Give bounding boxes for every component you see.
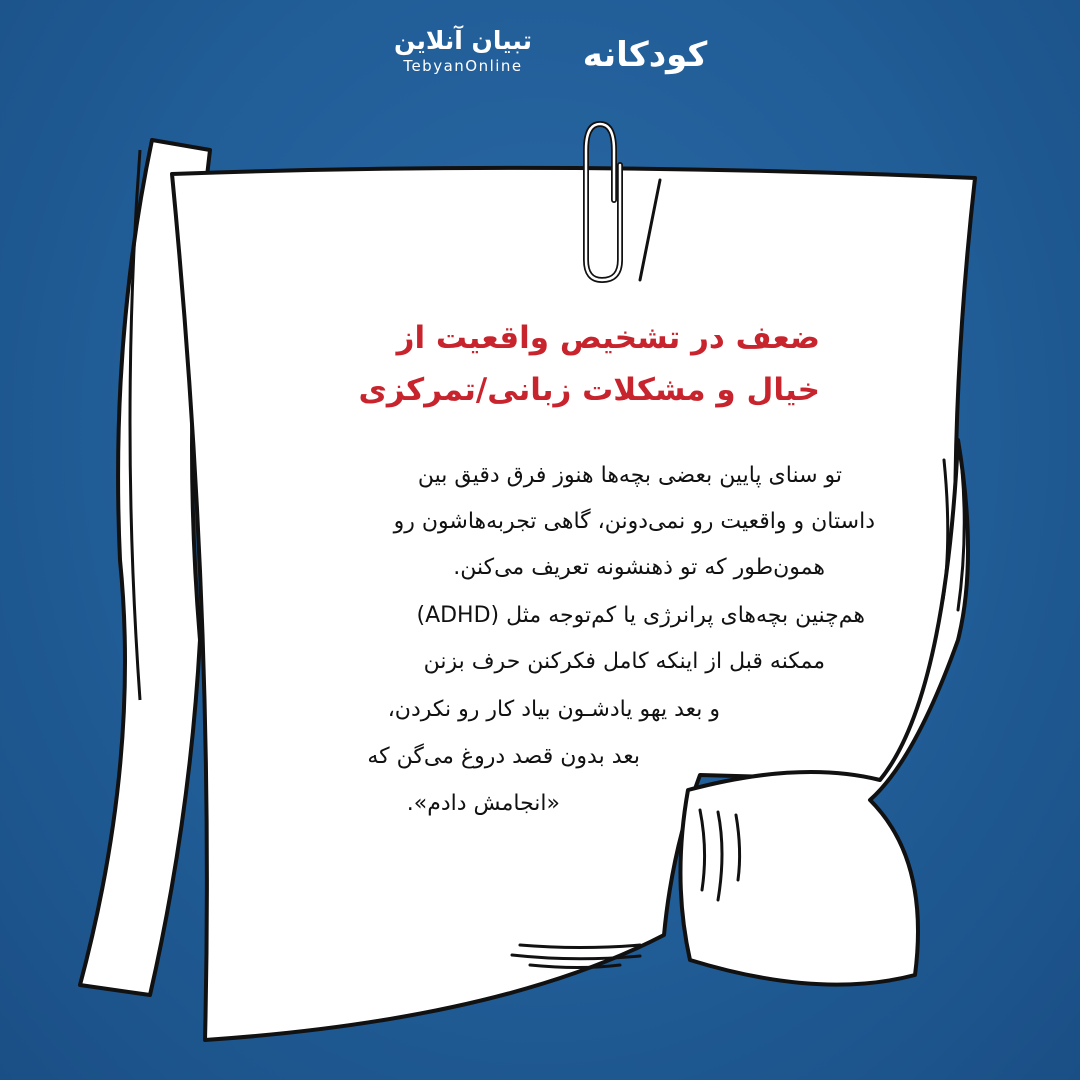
tebyan-logo-text: تبیان آنلاین (393, 26, 533, 55)
kudakaneh-logo-text: کودکانه (582, 35, 708, 75)
note-title-line-2: خیال و مشکلات زبانی/تمرکزی (358, 372, 820, 408)
note-body-line-1: تو سنای پایین بعضی بچه‌ها هنوز فرق دقیق بین (417, 463, 842, 488)
note-body-line-5: ممکنه قبل از اینکه کامل فکرکنن حرف بزنن (423, 649, 825, 674)
note-body-line-3: همون‌طور که تو ذهنشونه تعریف می‌کنن. (453, 555, 825, 580)
note-title-line-1: ضعف در تشخیص واقعیت از (396, 320, 820, 356)
note-body-line-7: بعد بدون قصد دروغ می‌گن که (367, 744, 640, 769)
note-body-line-4: هم‌چنین بچه‌های پرانرژی یا کم‌توجه مثل (ADHD) (416, 603, 865, 628)
note-body-line-8: «انجامش دادم». (406, 791, 560, 816)
tebyan-logo-latin: TebyanOnline (403, 57, 523, 75)
note-body-line-2: داستان و واقعیت رو نمی‌دونن، گاهی تجربه‌هاشون رو (393, 509, 875, 534)
note-body-line-6: و بعد یهو یادشـون بیاد کار رو نکردن، (387, 697, 720, 722)
note-title (300, 312, 820, 416)
